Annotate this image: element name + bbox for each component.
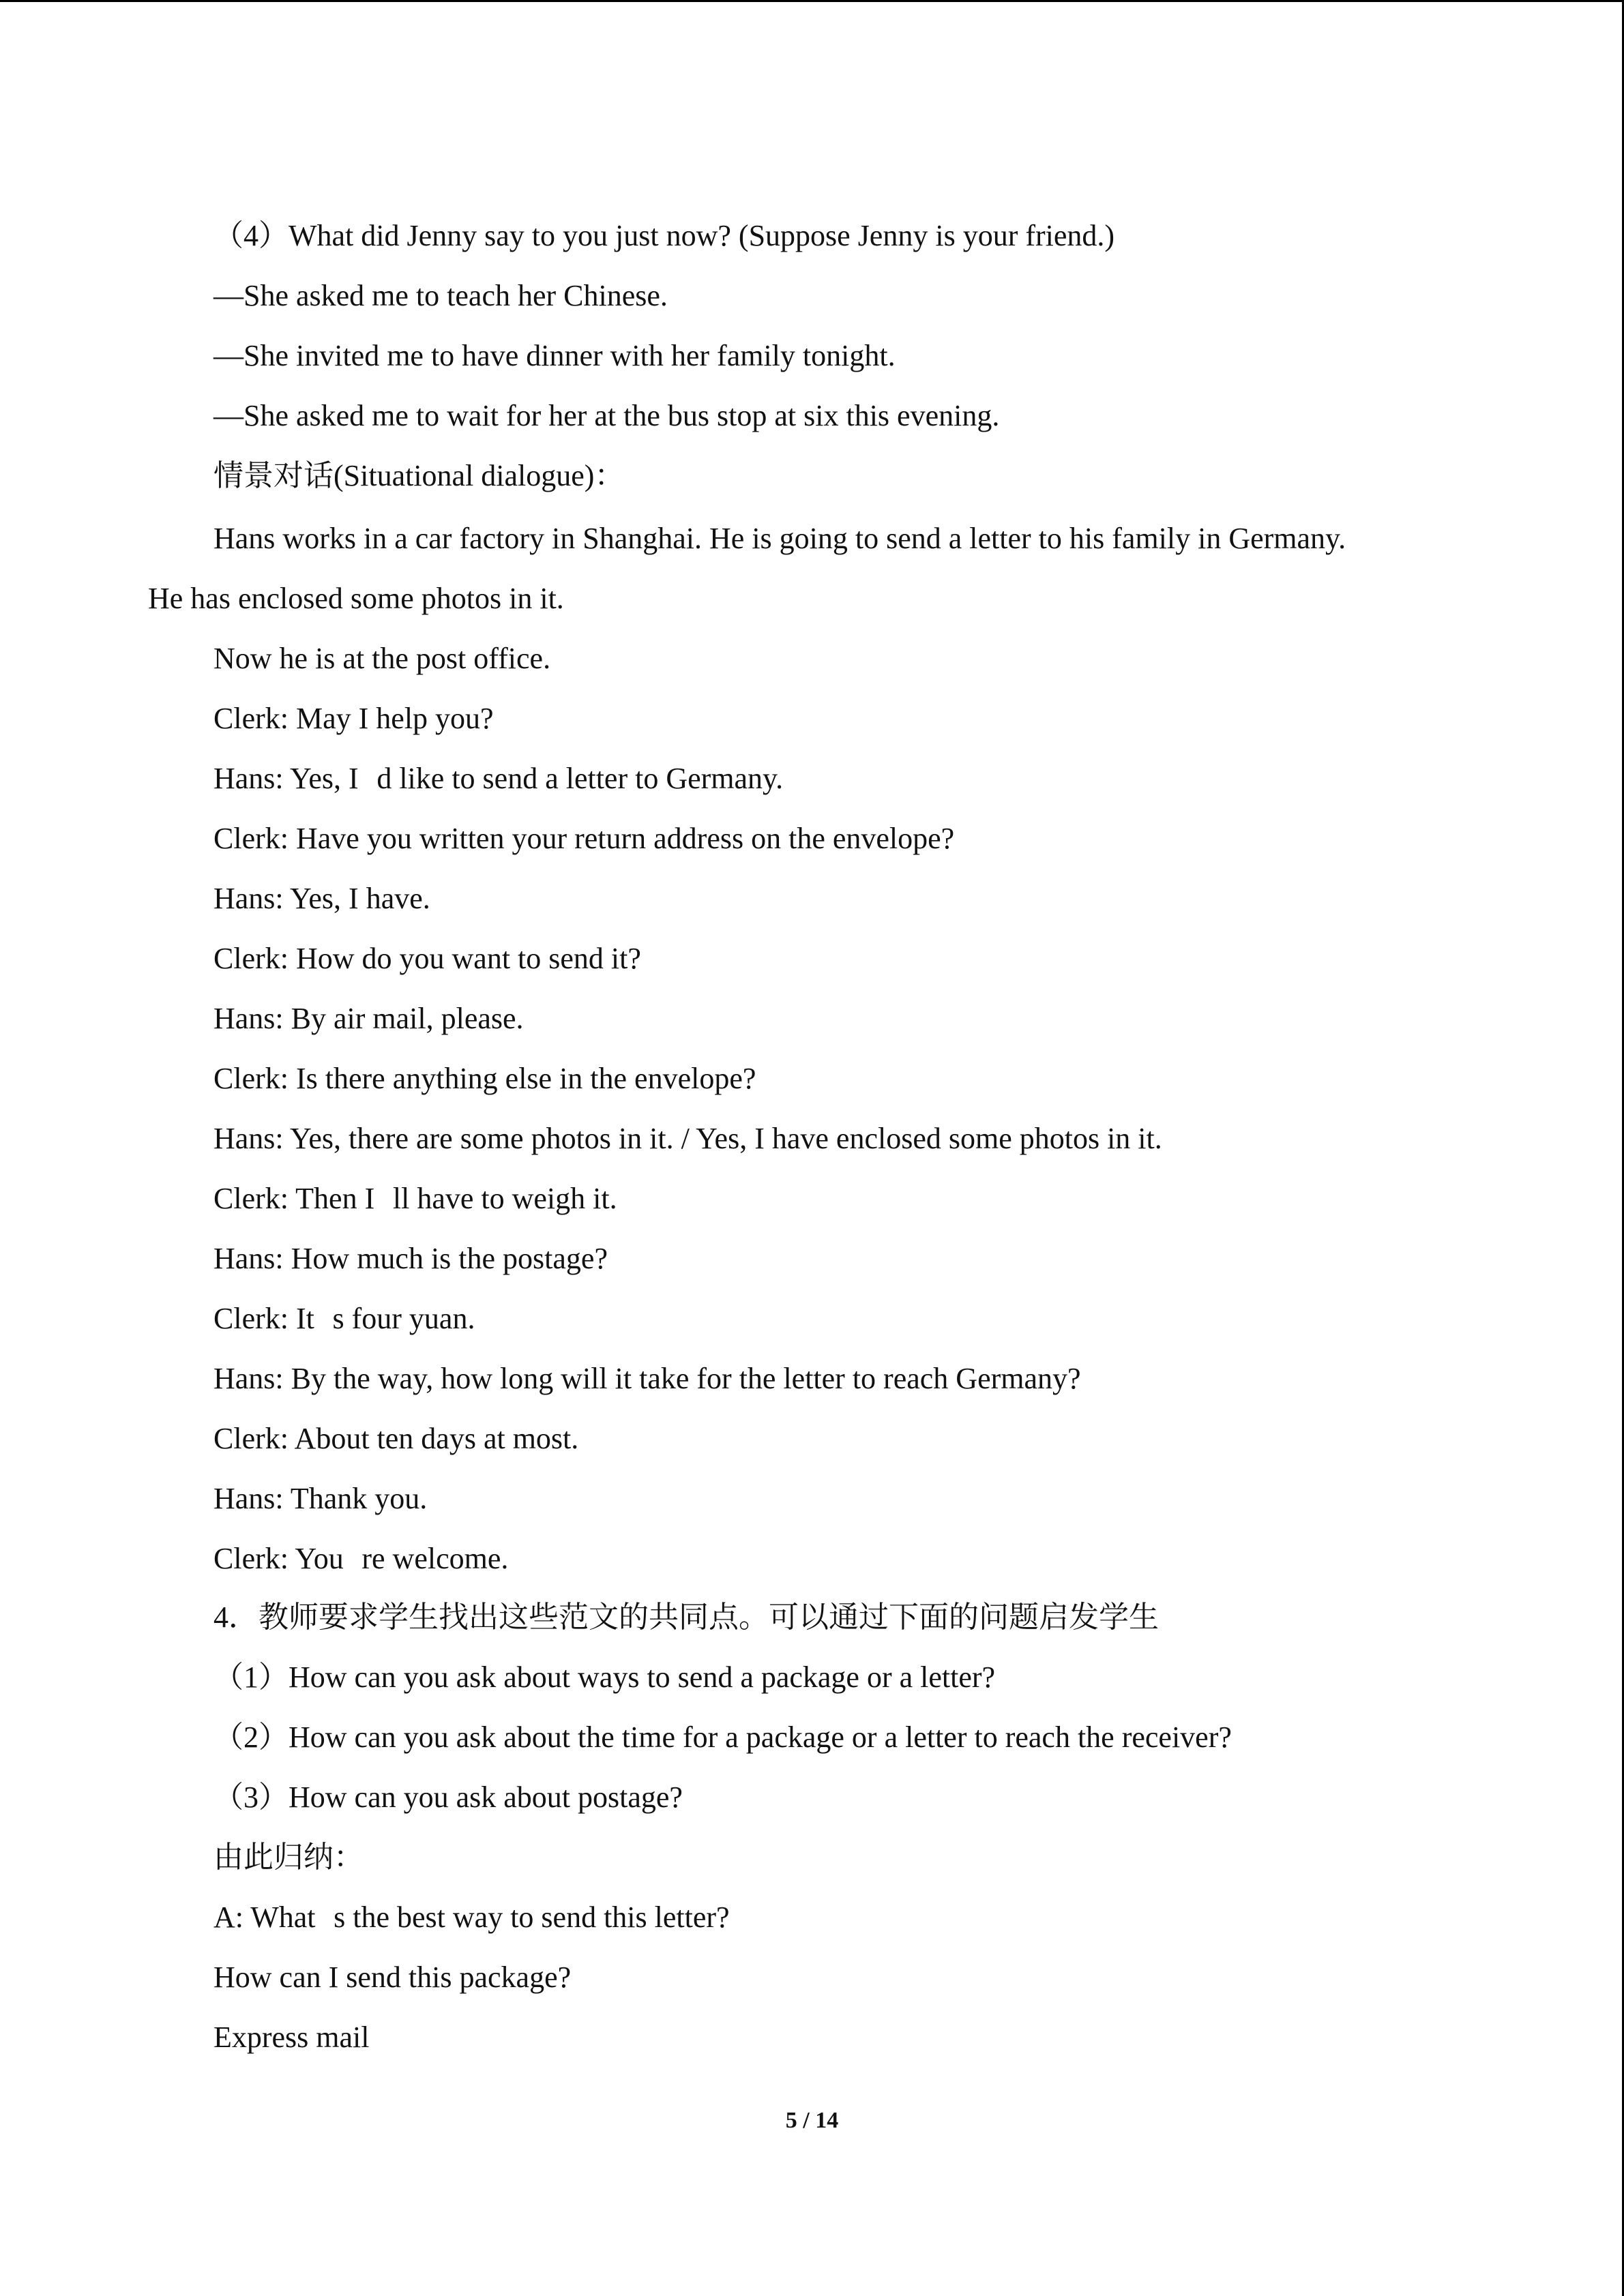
paragraph-line-2: He has enclosed some photos in it. [148,582,564,615]
dialogue-line: Hans: Yes, Id like to send a letter to Germany. [213,762,784,795]
dialogue-line: Hans: Yes, there are some photos in it. / Yes, I have enclosed some photos in it. [213,1122,1162,1155]
dialogue-line: Hans: By air mail, please. [213,1002,524,1035]
dialogue-line: Clerk: May I help you? [213,702,494,735]
dialogue-line: Clerk: Have you written your return address on the envelope? [213,822,955,855]
dialogue-line: Hans: By the way, how long will it take for the letter to reach Germany? [213,1362,1081,1395]
answer-line-1: —She asked me to teach her Chinese. [213,279,668,312]
summary-line-3: Express mail [213,2021,370,2054]
dialogue-line: Hans: Yes, I have. [213,882,430,915]
section-heading-situational-dialogue: 情景对话(Situational dialogue)： [213,459,625,492]
step-4-instruction: 4．教师要求学生找出这些范文的共同点。可以通过下面的问题启发学生 [213,1600,1159,1634]
answer-line-3: —She asked me to wait for her at the bus stop at six this evening. [213,399,1000,432]
page-top-border [0,0,1624,2]
guide-question-3: （3）How can you ask about postage? [213,1780,683,1814]
guide-question-2: （2）How can you ask about the time for a package or a letter to reach the receiver? [213,1720,1232,1754]
answer-line-2: —She invited me to have dinner with her family tonight. [213,339,896,372]
guide-question-1: （1）How can you ask about ways to send a package or a letter? [213,1660,996,1694]
dialogue-line: Hans: Thank you. [213,1482,428,1515]
dialogue-line: Clerk: Is there anything else in the envelope? [213,1062,756,1095]
page-number: 5 / 14 [785,2108,839,2133]
paragraph-line-3: Now he is at the post office. [213,642,551,675]
dialogue-line: Clerk: Youre welcome. [213,1542,509,1575]
summary-line-2: How can I send this package? [213,1960,572,1994]
dialogue-line: Clerk: Its four yuan. [213,1302,475,1335]
dialogue-line: Hans: How much is the postage? [213,1242,608,1275]
dialogue-line: Clerk: How do you want to send it? [213,942,641,975]
paragraph-line-1: Hans works in a car factory in Shanghai. He is going to send a letter to his family in Germany. [213,522,1346,555]
question-4-line: （4）What did Jenny say to you just now? (Suppose Jenny is your friend.) [213,219,1115,252]
dialogue-line: Clerk: About ten days at most. [213,1422,579,1455]
dialogue-line: Clerk: Then Ill have to weigh it. [213,1182,617,1215]
summary-line-1: A: Whats the best way to send this letter? [213,1900,730,1934]
summary-heading: 由此归纳： [213,1840,364,1874]
